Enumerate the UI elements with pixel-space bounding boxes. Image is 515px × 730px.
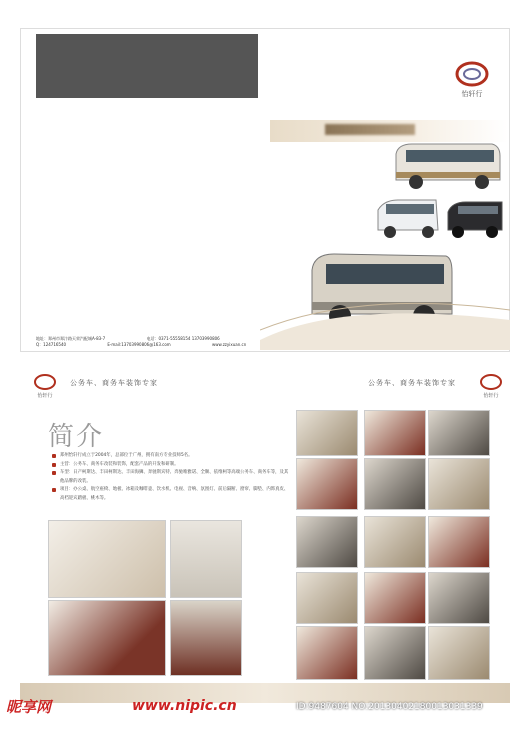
- intro-line: 车型：日产柯斯达、丰田柯斯达、丰田海狮、奔驰斯宾特、奔驰唯雅诺、全顺、依维柯等高端公务车、商务车等，及其他品牌的改装。: [52, 469, 292, 486]
- slogan-right: 公务车、商务车装饰专家: [368, 379, 456, 387]
- cup-holder-photo: [170, 600, 242, 676]
- interior-photo: [428, 572, 490, 624]
- interior-photo: [428, 458, 490, 510]
- banner-title-blurred: [325, 124, 415, 135]
- intro-line: 郑州怡轩行成立于2004年，总部位于广州，拥有南方专业技师5名。: [52, 452, 292, 461]
- interior-photo: [364, 572, 426, 624]
- table-row: [37, 97, 258, 98]
- logo-text: 怡轩行: [37, 393, 53, 399]
- table-cell: [147, 97, 202, 98]
- table-photo: [48, 520, 166, 598]
- interior-photo: [296, 458, 358, 510]
- slogan-left: 公务车、商务车装饰专家: [70, 379, 158, 387]
- intro-title: 简介: [48, 422, 105, 452]
- website-link[interactable]: www.zzyixuan.cn: [211, 342, 247, 347]
- address-text: 地址：郑州市郑汴路天荣汽配城A-83-7: [36, 336, 106, 341]
- cabinet-photo: [170, 520, 242, 598]
- table-cell: [202, 97, 257, 98]
- interior-photo: [364, 410, 426, 456]
- price-table: [36, 34, 258, 98]
- interior-photo: [364, 516, 426, 568]
- interior-photo: [296, 410, 358, 456]
- decorative-swirl: [260, 290, 510, 350]
- intro-line: 项目：办公桌、航空座椅、地板、冰箱及咖啡壶、饮水机、电视、音响、氛围灯、前后隔断、窗帘、脚垫、内饰真皮、高档迎宾踏板、桃木等。: [52, 486, 292, 503]
- desk-photo: [48, 600, 166, 676]
- company-logo: [32, 372, 58, 400]
- interior-photo: [364, 458, 426, 510]
- email-link[interactable]: E-mail:13703990806@163.com: [107, 342, 171, 347]
- table-cell: [92, 97, 147, 98]
- company-logo: [452, 60, 492, 100]
- watermark-site-name: 昵享网: [6, 698, 52, 716]
- table-cell: [37, 97, 92, 98]
- interior-photo: [296, 626, 358, 680]
- qq-text: Q：124716540: [36, 342, 67, 347]
- intro-line: 主营：公务车、商务车改装和装饰，配套产品的开发和研制。: [52, 461, 292, 470]
- hiace-van-image: [374, 196, 442, 240]
- interior-photo: [428, 410, 490, 456]
- company-logo: [478, 372, 504, 400]
- interior-photo: [428, 516, 490, 568]
- interior-photo: [428, 626, 490, 680]
- footer-band: [20, 683, 510, 703]
- watermark-url: www.nipic.cn: [132, 698, 237, 714]
- watermark-id: ID:9487604 NO:20130402180013031339: [296, 702, 483, 712]
- phone-text: 电话：0371-55558154 13703990806: [146, 336, 220, 341]
- interior-photo: [364, 626, 426, 680]
- table-body: [37, 36, 258, 98]
- sprinter-van-image: [444, 196, 506, 240]
- interior-photo: [296, 516, 358, 568]
- logo-text: 怡轩行: [461, 90, 483, 98]
- interior-photo: [296, 572, 358, 624]
- logo-text: 怡轩行: [483, 393, 499, 399]
- intro-text: [52, 452, 292, 503]
- coaster-bus-image: [388, 138, 504, 196]
